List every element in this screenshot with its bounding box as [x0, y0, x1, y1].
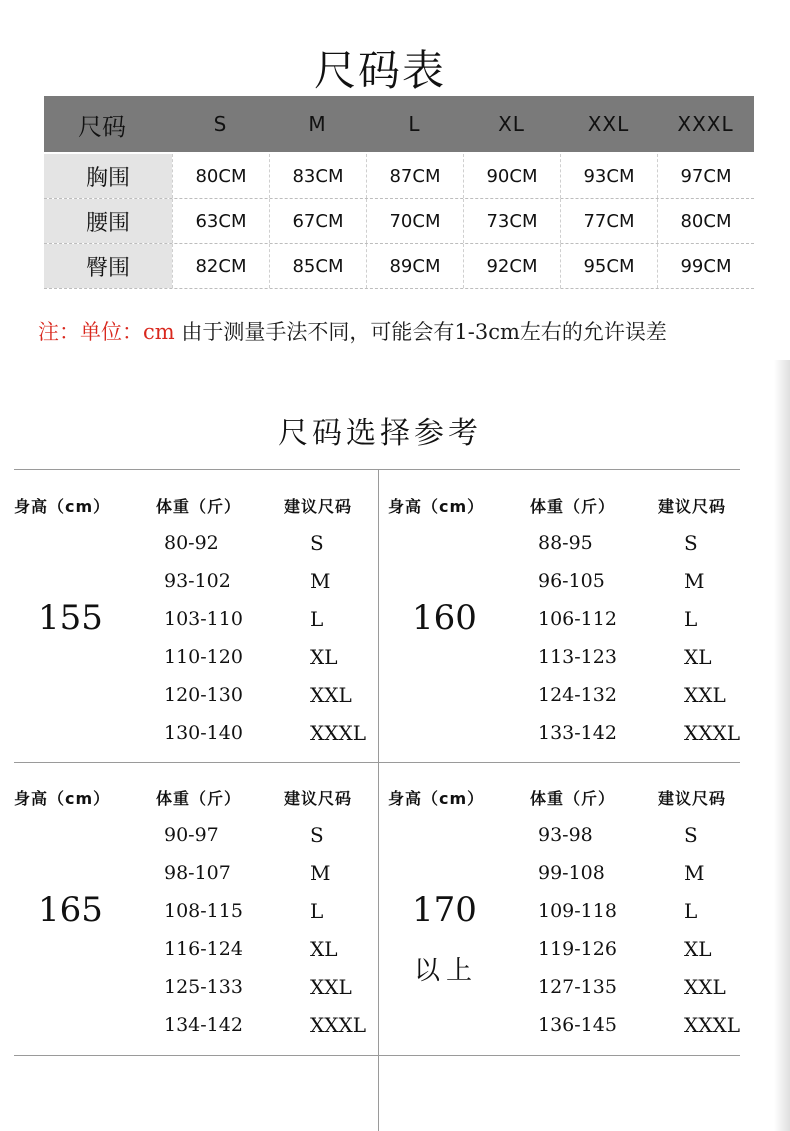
- table-cell: 97CM: [657, 154, 754, 198]
- table-cell: 77CM: [560, 199, 657, 243]
- list-item: [164, 524, 382, 562]
- suggested-size: L: [684, 899, 698, 923]
- page-title: 尺码表: [313, 46, 446, 95]
- table-cell: 80CM: [172, 154, 269, 198]
- weight-range: 103-110: [164, 608, 243, 630]
- list-item: [164, 676, 382, 714]
- size-table-header: [44, 96, 754, 152]
- suggested-size: XXL: [684, 975, 726, 999]
- suggested-size: M: [310, 861, 331, 885]
- row-label: 胸围: [44, 154, 172, 198]
- col-weight-label: 体重（斤）: [530, 497, 616, 516]
- note-text: 由于测量手法不同，可能会有1-3cm左右的允许误差: [181, 320, 667, 344]
- list-item: [164, 968, 382, 1006]
- list-item: [538, 714, 756, 752]
- reference-block-155: [14, 494, 382, 784]
- note-prefix: 注：单位：cm: [38, 320, 175, 344]
- reference-title: 尺码选择参考: [278, 416, 482, 451]
- suggested-size: L: [684, 607, 698, 631]
- size-xl: XL: [498, 112, 525, 136]
- weight-range: 93-102: [164, 570, 231, 592]
- size-s: S: [213, 112, 228, 136]
- weight-size-list: [164, 816, 382, 1044]
- weight-range: 136-145: [538, 1014, 617, 1036]
- suggested-size: M: [684, 861, 705, 885]
- suggested-size: XL: [684, 937, 712, 961]
- list-item: [164, 638, 382, 676]
- suggested-size: XXXL: [310, 1013, 366, 1037]
- height-value: 160: [412, 598, 477, 638]
- suggested-size: XL: [310, 645, 338, 669]
- weight-range: 110-120: [164, 646, 243, 668]
- list-item: [538, 562, 756, 600]
- weight-range: 96-105: [538, 570, 605, 592]
- list-item: [538, 600, 756, 638]
- list-item: [164, 854, 382, 892]
- suggested-size: L: [310, 899, 324, 923]
- list-item: [538, 816, 756, 854]
- row-label: 腰围: [44, 199, 172, 243]
- list-item: [538, 968, 756, 1006]
- weight-size-list: [538, 524, 756, 752]
- weight-range: 106-112: [538, 608, 617, 630]
- weight-range: 125-133: [164, 976, 243, 998]
- table-cell: 80CM: [657, 199, 754, 243]
- weight-size-list: [538, 816, 756, 1044]
- weight-range: 130-140: [164, 722, 243, 744]
- page-edge-shadow: [774, 360, 790, 1131]
- list-item: [164, 816, 382, 854]
- weight-range: 120-130: [164, 684, 243, 706]
- height-suffix: 以上: [414, 956, 479, 986]
- table-cell: 70CM: [366, 199, 463, 243]
- col-size-label: 建议尺码: [658, 497, 727, 516]
- size-l: L: [408, 112, 421, 136]
- weight-size-list: [164, 524, 382, 752]
- col-height-label: 身高（cm）: [14, 497, 111, 516]
- table-row-waist: [44, 199, 754, 244]
- table-cell: 92CM: [463, 244, 560, 288]
- table-cell: 99CM: [657, 244, 754, 288]
- weight-range: 133-142: [538, 722, 617, 744]
- table-cell: 89CM: [366, 244, 463, 288]
- list-item: [538, 524, 756, 562]
- table-cell: 82CM: [172, 244, 269, 288]
- suggested-size: XXXL: [310, 721, 366, 745]
- weight-range: 93-98: [538, 824, 593, 846]
- suggested-size: S: [684, 531, 698, 555]
- list-item: [164, 1006, 382, 1044]
- suggested-size: XXXL: [684, 721, 740, 745]
- weight-range: 127-135: [538, 976, 617, 998]
- row-label: 臀围: [44, 244, 172, 288]
- weight-range: 108-115: [164, 900, 243, 922]
- suggested-size: XXL: [684, 683, 726, 707]
- col-weight-label: 体重（斤）: [156, 497, 242, 516]
- reference-block-170: [388, 786, 756, 1076]
- height-value: 155: [38, 598, 103, 638]
- list-item: [164, 714, 382, 752]
- col-height-label: 身高（cm）: [388, 789, 485, 808]
- list-item: [164, 892, 382, 930]
- height-value: 170: [412, 890, 477, 930]
- weight-range: 109-118: [538, 900, 617, 922]
- list-item: [538, 930, 756, 968]
- weight-range: 113-123: [538, 646, 617, 668]
- table-cell: 90CM: [463, 154, 560, 198]
- weight-range: 98-107: [164, 862, 231, 884]
- col-size-label: 建议尺码: [658, 789, 727, 808]
- weight-range: 116-124: [164, 938, 243, 960]
- table-cell: 67CM: [269, 199, 366, 243]
- col-weight-label: 体重（斤）: [156, 789, 242, 808]
- col-height-label: 身高（cm）: [14, 789, 111, 808]
- list-item: [538, 892, 756, 930]
- suggested-size: S: [684, 823, 698, 847]
- weight-range: 119-126: [538, 938, 617, 960]
- weight-range: 88-95: [538, 532, 593, 554]
- col-size-label: 建议尺码: [284, 497, 353, 516]
- list-item: [164, 562, 382, 600]
- weight-range: 90-97: [164, 824, 219, 846]
- suggested-size: XXL: [310, 683, 352, 707]
- col-height-label: 身高（cm）: [388, 497, 485, 516]
- suggested-size: XXXL: [684, 1013, 740, 1037]
- weight-range: 80-92: [164, 532, 219, 554]
- reference-block-160: [388, 494, 756, 784]
- list-item: [538, 1006, 756, 1044]
- suggested-size: XL: [684, 645, 712, 669]
- size-xxl: XXL: [587, 112, 630, 136]
- weight-range: 99-108: [538, 862, 605, 884]
- weight-range: 134-142: [164, 1014, 243, 1036]
- suggested-size: S: [310, 823, 324, 847]
- suggested-size: M: [310, 569, 331, 593]
- table-cell: 83CM: [269, 154, 366, 198]
- table-cell: 93CM: [560, 154, 657, 198]
- list-item: [164, 930, 382, 968]
- suggested-size: M: [684, 569, 705, 593]
- list-item: [538, 638, 756, 676]
- size-m: M: [308, 112, 327, 136]
- divider: [14, 469, 740, 470]
- table-cell: 63CM: [172, 199, 269, 243]
- table-cell: 73CM: [463, 199, 560, 243]
- table-row-chest: [44, 154, 754, 199]
- table-row-hip: [44, 244, 754, 289]
- col-weight-label: 体重（斤）: [530, 789, 616, 808]
- table-cell: 87CM: [366, 154, 463, 198]
- weight-range: 124-132: [538, 684, 617, 706]
- col-size-label: 建议尺码: [284, 789, 353, 808]
- height-value: 165: [38, 890, 103, 930]
- list-item: [538, 854, 756, 892]
- reference-block-165: [14, 786, 382, 1076]
- size-xxxl: XXXL: [677, 112, 734, 136]
- measurement-note: [38, 316, 778, 346]
- suggested-size: XXL: [310, 975, 352, 999]
- header-label: 尺码: [78, 112, 126, 141]
- suggested-size: L: [310, 607, 324, 631]
- list-item: [538, 676, 756, 714]
- suggested-size: XL: [310, 937, 338, 961]
- suggested-size: S: [310, 531, 324, 555]
- table-cell: 85CM: [269, 244, 366, 288]
- table-cell: 95CM: [560, 244, 657, 288]
- list-item: [164, 600, 382, 638]
- size-table: [44, 96, 754, 289]
